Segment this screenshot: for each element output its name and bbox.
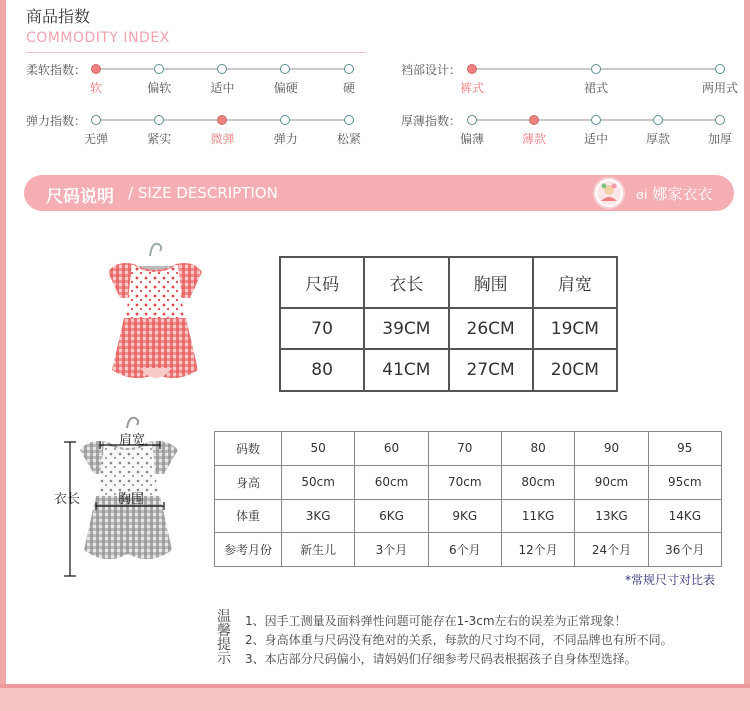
size-table-cell: 20CM [533, 349, 617, 391]
reference-table-cell: 50 [282, 432, 355, 466]
index-marker-selected [91, 64, 101, 74]
index-option: 适中 [210, 81, 235, 95]
brand-name-text: 娜家衣衣 [652, 185, 713, 203]
reference-row-header: 参考月份 [215, 533, 282, 567]
tips-title: 温馨提示 [217, 609, 231, 667]
red-romper-image [80, 238, 230, 398]
brand-logo [593, 177, 625, 209]
index-marker [715, 64, 725, 74]
reference-table-row [215, 432, 722, 466]
size-table-cell: 80 [280, 349, 364, 391]
size-table-header [280, 257, 617, 308]
index-option: 裤式 [459, 81, 485, 95]
tip-item: 2、身高体重与尺码没有绝对的关系，每款的尺寸均不同，不同品牌也有所不同。 [245, 633, 673, 647]
size-table-cell: 41CM [364, 349, 448, 391]
reference-table-cell: 3个月 [355, 533, 428, 567]
reference-table-cell: 11KG [501, 499, 574, 533]
index-option: 软 [89, 81, 103, 95]
tip-item: 3、本店部分尺码偏小，请妈妈们仔细参考尺码表根据孩子自身体型选择。 [245, 652, 637, 666]
index-marker [154, 115, 164, 125]
index-option: 适中 [583, 132, 609, 146]
reference-table-cell: 80cm [501, 465, 574, 499]
index-option: 偏软 [147, 81, 172, 95]
index-label: 弹力指数： [26, 114, 87, 128]
reference-table-cell: 90cm [575, 465, 648, 499]
reference-table-cell: 60 [355, 432, 428, 466]
frame-bottom [0, 684, 750, 711]
reference-table-note: *常规尺寸对比表 [625, 573, 716, 587]
index-marker [280, 115, 290, 125]
brand-logo-icon [595, 179, 623, 207]
reference-table-cell: 95cm [648, 465, 721, 499]
size-table-cell: 19CM [533, 308, 617, 350]
index-option: 微弹 [210, 132, 235, 146]
reference-table-cell: 50cm [282, 465, 355, 499]
index-marker [591, 115, 601, 125]
index-marker [653, 115, 663, 125]
banner-subtitle [128, 184, 278, 202]
index-option: 无弹 [83, 132, 109, 146]
size-table-cell: 70 [280, 308, 364, 350]
length-label: 衣长 [54, 492, 81, 507]
index-marker [344, 64, 354, 74]
reference-row-header: 码数 [215, 432, 282, 466]
frame-left [0, 0, 6, 690]
tip-item: 1、因手工测量及面料弹性问题可能存在1-3cm左右的误差为正常现象！ [245, 614, 627, 628]
index-option: 偏硬 [273, 81, 298, 95]
length-measure-line [60, 440, 80, 580]
size-table-row [280, 349, 617, 391]
size-table-header-cell: 肩宽 [533, 257, 617, 308]
index-label: 厚薄指数： [401, 114, 462, 128]
chest-label: 胸围 [118, 492, 145, 507]
index-marker-selected [467, 64, 477, 74]
index-option: 硬 [342, 81, 356, 95]
reference-table-cell: 3KG [282, 499, 355, 533]
index-marker-selected [217, 115, 227, 125]
index-option: 加厚 [707, 132, 733, 146]
index-marker [91, 115, 101, 125]
reference-table-cell: 14KG [648, 499, 721, 533]
index-marker [715, 115, 725, 125]
reference-table-cell: 36个月 [648, 533, 721, 567]
index-option: 厚款 [645, 132, 671, 146]
frame-right [744, 0, 750, 690]
index-option: 两用式 [701, 81, 739, 95]
reference-table-cell: 9KG [428, 499, 501, 533]
reference-table-cell: 70 [428, 432, 501, 466]
size-table-header-cell: 胸围 [449, 257, 533, 308]
size-table-cell: 39CM [364, 308, 448, 350]
reference-table-cell: 90 [575, 432, 648, 466]
size-table [279, 256, 618, 392]
index-marker [344, 115, 354, 125]
index-label: 裆部设计： [401, 63, 462, 77]
brand-hi-icon: ɞi [636, 188, 648, 202]
commodity-index-title: 商品指数 [26, 7, 91, 26]
index-marker [217, 64, 227, 74]
brand-name [636, 183, 712, 204]
index-option: 紧实 [147, 132, 172, 146]
size-table-cell: 26CM [449, 308, 533, 350]
reference-table-row [215, 465, 722, 499]
reference-table-row [215, 533, 722, 567]
reference-table-cell: 13KG [575, 499, 648, 533]
index-option: 薄款 [521, 132, 547, 146]
size-table-header-cell: 尺码 [280, 257, 364, 308]
reference-table-cell: 60cm [355, 465, 428, 499]
title-divider [26, 52, 366, 53]
index-marker [280, 64, 290, 74]
size-table-row [280, 308, 617, 350]
size-table-header-cell: 衣长 [364, 257, 448, 308]
reference-table-cell: 24个月 [575, 533, 648, 567]
reference-size-table [214, 431, 722, 567]
index-marker-selected [529, 115, 539, 125]
reference-table-cell: 6个月 [428, 533, 501, 567]
index-option: 裙式 [583, 81, 609, 95]
reference-table-cell: 12个月 [501, 533, 574, 567]
reference-table-cell: 6KG [355, 499, 428, 533]
index-marker [154, 64, 164, 74]
reference-row-header: 体重 [215, 499, 282, 533]
index-marker [467, 115, 477, 125]
reference-table-cell: 70cm [428, 465, 501, 499]
index-option: 松紧 [336, 132, 362, 146]
size-description-banner [24, 175, 734, 211]
reference-table-cell: 新生儿 [282, 533, 355, 567]
index-label: 柔软指数： [26, 63, 87, 77]
index-marker [591, 64, 601, 74]
reference-table-cell: 80 [501, 432, 574, 466]
reference-table-row [215, 499, 722, 533]
reference-row-header: 身高 [215, 465, 282, 499]
banner-title: 尺码说明 [46, 187, 114, 207]
shoulder-width-label: 肩宽 [119, 433, 146, 448]
banner-divider: / [128, 184, 134, 202]
index-option: 弹力 [273, 132, 298, 146]
banner-subtitle-text: SIZE DESCRIPTION [137, 184, 278, 202]
index-option: 偏薄 [459, 132, 485, 146]
size-table-cell: 27CM [449, 349, 533, 391]
reference-table-cell: 95 [648, 432, 721, 466]
commodity-index-subtitle: COMMODITY INDEX [26, 30, 170, 46]
